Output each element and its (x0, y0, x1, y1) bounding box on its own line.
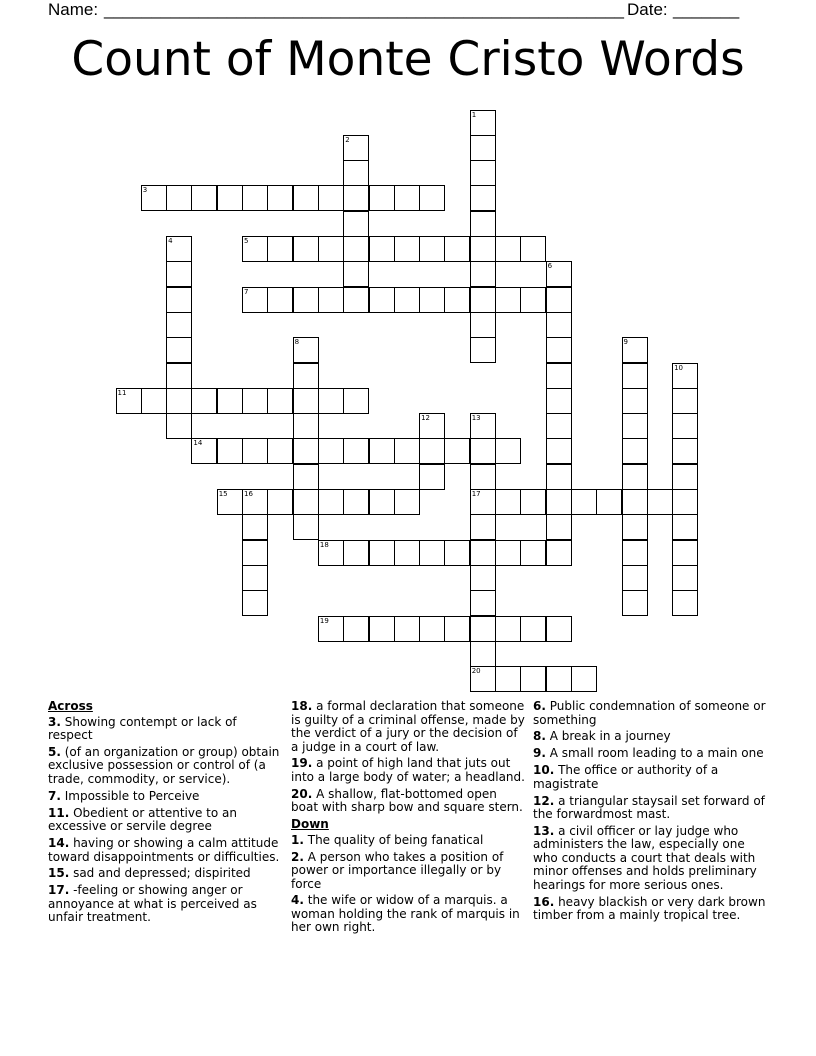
grid-cell[interactable] (622, 565, 648, 591)
clue-number: 20. (291, 786, 313, 801)
grid-cell[interactable] (546, 363, 572, 389)
grid-cell[interactable] (419, 413, 445, 439)
grid-cell[interactable] (242, 514, 268, 540)
grid-cell[interactable] (546, 312, 572, 338)
grid-cell[interactable] (394, 438, 420, 464)
grid-cell[interactable] (318, 236, 344, 262)
grid-cell[interactable] (242, 565, 268, 591)
clue-item (533, 896, 773, 923)
grid-cell[interactable] (520, 287, 546, 313)
grid-cell[interactable] (672, 590, 698, 616)
grid-cell[interactable] (318, 489, 344, 515)
grid-cell[interactable] (318, 185, 344, 211)
grid-cell[interactable] (166, 261, 192, 287)
grid-cell[interactable] (672, 540, 698, 566)
grid-cell[interactable] (369, 616, 395, 642)
grid-cell[interactable] (293, 489, 319, 515)
grid-cell[interactable] (622, 590, 648, 616)
clue-text: (of an organization or group) obtain exclusive possession or control of (a trade, commodity, or service). (48, 744, 280, 786)
grid-cell[interactable] (166, 236, 192, 262)
grid-cell[interactable] (343, 211, 369, 237)
grid-cell[interactable] (242, 489, 268, 515)
clue-text: sad and depressed; dispirited (69, 866, 251, 881)
clue-item (291, 851, 527, 892)
grid-cell[interactable] (242, 388, 268, 414)
clue-number: 2. (291, 849, 304, 864)
grid-cell[interactable] (166, 413, 192, 439)
grid-cell[interactable] (672, 565, 698, 591)
cell-number: 19 (319, 616, 329, 625)
grid-cell[interactable] (343, 438, 369, 464)
grid-cell[interactable] (520, 489, 546, 515)
cell-number: 1 (471, 110, 477, 119)
grid-cell[interactable] (217, 185, 243, 211)
grid-cell[interactable] (672, 464, 698, 490)
grid-cell[interactable] (546, 666, 572, 692)
clue-number: 11. (48, 805, 70, 820)
grid-cell[interactable] (495, 540, 521, 566)
clue-number: 12. (533, 793, 555, 808)
grid-cell[interactable] (166, 185, 192, 211)
grid-cell[interactable] (343, 489, 369, 515)
clue-number: 19. (291, 756, 313, 771)
grid-cell[interactable] (470, 666, 496, 692)
clue-text: heavy blackish or very dark brown timber from a mainly tropical tree. (533, 894, 766, 923)
grid-cell[interactable] (217, 388, 243, 414)
grid-cell[interactable] (520, 236, 546, 262)
cell-number: 6 (547, 262, 553, 271)
grid-cell[interactable] (419, 540, 445, 566)
cell-number: 4 (168, 237, 173, 245)
grid-cell[interactable] (470, 287, 496, 313)
clue-text: Public condemnation of someone or something (533, 699, 766, 727)
page-title: Count of Monte Cristo Words (71, 32, 745, 87)
header (48, 0, 748, 20)
grid-cell[interactable] (293, 363, 319, 389)
grid-cell[interactable] (191, 185, 217, 211)
grid-cell[interactable] (470, 185, 496, 211)
grid-cell[interactable] (267, 236, 293, 262)
grid-cell[interactable] (444, 287, 470, 313)
grid-cell[interactable] (520, 540, 546, 566)
clue-number: 17. (48, 883, 70, 898)
grid-cell[interactable] (470, 464, 496, 490)
down-heading: Down (291, 817, 329, 832)
grid-cell[interactable] (546, 514, 572, 540)
clue-number: 9. (533, 746, 546, 761)
grid-cell[interactable] (470, 540, 496, 566)
cell-number: 16 (244, 490, 253, 498)
clue-text: a formal declaration that someone is guilty of a criminal offense, made by the verdict of a jury or the decision of a judge in a court of law. (291, 699, 525, 754)
grid-cell[interactable] (369, 236, 395, 262)
grid-cell[interactable] (647, 489, 673, 515)
grid-cell[interactable] (470, 236, 496, 262)
grid-cell[interactable] (546, 287, 572, 313)
grid-cell[interactable] (672, 413, 698, 439)
grid-cell[interactable] (546, 616, 572, 642)
clue-item (533, 700, 773, 727)
grid-cell[interactable] (622, 363, 648, 389)
grid-cell[interactable] (419, 438, 445, 464)
grid-cell[interactable] (141, 388, 167, 414)
grid-cell[interactable] (672, 514, 698, 540)
grid-cell[interactable] (166, 312, 192, 338)
clue-item (533, 747, 773, 761)
grid-cell[interactable] (546, 261, 572, 287)
grid-cell[interactable] (546, 413, 572, 439)
grid-cell[interactable] (672, 363, 698, 389)
grid-cell[interactable] (343, 540, 369, 566)
grid-cell[interactable] (470, 211, 496, 237)
grid-cell[interactable] (470, 110, 496, 136)
clue-text: the wife or widow of a marquis. a woman holding the rank of marquis in her own right. (291, 893, 520, 935)
grid-cell[interactable] (242, 438, 268, 464)
grid-cell[interactable] (470, 565, 496, 591)
grid-cell[interactable] (672, 388, 698, 414)
grid-cell[interactable] (444, 438, 470, 464)
grid-cell[interactable] (495, 438, 521, 464)
grid-cell[interactable] (318, 438, 344, 464)
clue-item (533, 730, 773, 744)
grid-cell[interactable] (495, 236, 521, 262)
clue-text: The quality of being fanatical (303, 832, 484, 847)
grid-cell[interactable] (267, 388, 293, 414)
grid-cell[interactable] (419, 616, 445, 642)
date-blank[interactable]: _______ (673, 0, 740, 19)
grid-cell[interactable] (293, 287, 319, 313)
clue-number: 3. (48, 714, 61, 729)
grid-cell[interactable] (369, 489, 395, 515)
grid-cell[interactable] (672, 489, 698, 515)
clues-column-2 (291, 700, 527, 938)
cell-number: 13 (471, 414, 481, 423)
grid-cell[interactable] (343, 160, 369, 186)
grid-cell[interactable] (470, 641, 496, 667)
grid-cell[interactable] (267, 438, 293, 464)
grid-cell[interactable] (293, 236, 319, 262)
grid-cell[interactable] (293, 438, 319, 464)
cell-number: 17 (471, 490, 481, 498)
grid-cell[interactable] (596, 489, 622, 515)
grid-cell[interactable] (242, 540, 268, 566)
grid-cell[interactable] (166, 337, 192, 363)
grid-cell[interactable] (242, 590, 268, 616)
grid-cell[interactable] (571, 489, 597, 515)
grid-cell[interactable] (495, 489, 521, 515)
grid-cell[interactable] (470, 489, 496, 515)
grid-cell[interactable] (622, 438, 648, 464)
clue-item (533, 795, 773, 822)
grid-cell[interactable] (394, 616, 420, 642)
grid-cell[interactable] (318, 540, 344, 566)
cell-number: 10 (674, 363, 684, 372)
grid-cell[interactable] (470, 616, 496, 642)
date-label: Date: (627, 0, 668, 19)
grid-cell[interactable] (470, 438, 496, 464)
grid-cell[interactable] (166, 388, 192, 414)
grid-cell[interactable] (293, 388, 319, 414)
clue-number: 16. (533, 894, 555, 909)
clues-column-1 (48, 700, 283, 928)
grid-cell[interactable] (622, 337, 648, 363)
grid-cell[interactable] (394, 236, 420, 262)
grid-cell[interactable] (419, 185, 445, 211)
cell-number: 20 (471, 667, 481, 676)
cell-number: 2 (345, 135, 350, 144)
clue-text: A small room leading to a main one (545, 746, 764, 761)
grid-cell[interactable] (622, 489, 648, 515)
grid-cell[interactable] (495, 287, 521, 313)
grid-cell[interactable] (470, 514, 496, 540)
grid-cell[interactable] (470, 160, 496, 186)
clue-number: 6. (533, 699, 546, 713)
grid-cell[interactable] (394, 185, 420, 211)
grid-cell[interactable] (217, 489, 243, 515)
name-label: Name: (48, 0, 99, 19)
grid-cell[interactable] (343, 135, 369, 161)
grid-cell[interactable] (470, 261, 496, 287)
grid-cell[interactable] (267, 287, 293, 313)
grid-cell[interactable] (444, 616, 470, 642)
clue-item (533, 764, 773, 791)
grid-cell[interactable] (293, 464, 319, 490)
clue-item (291, 834, 527, 848)
across-heading: Across (48, 699, 93, 713)
grid-cell[interactable] (141, 185, 167, 211)
clue-number: 4. (291, 893, 304, 908)
grid-cell[interactable] (622, 514, 648, 540)
clue-number: 15. (48, 866, 70, 881)
grid-cell[interactable] (369, 185, 395, 211)
grid-cell[interactable] (369, 540, 395, 566)
grid-cell[interactable] (369, 287, 395, 313)
cell-number: 12 (421, 414, 431, 423)
grid-cell[interactable] (444, 236, 470, 262)
clue-number: 13. (533, 823, 555, 838)
grid-cell[interactable] (293, 514, 319, 540)
grid-cell[interactable] (546, 540, 572, 566)
cell-number: 9 (623, 338, 628, 347)
clue-item (48, 837, 283, 864)
clue-text: A shallow, flat-bottomed open boat with sharp bow and square stern. (291, 786, 523, 815)
grid-cell[interactable] (419, 236, 445, 262)
grid-cell[interactable] (394, 287, 420, 313)
clue-text: having or showing a calm attitude toward disappointments or difficulties. (48, 836, 280, 864)
grid-cell[interactable] (546, 464, 572, 490)
name-blank[interactable]: _______________________________________________________ (104, 0, 625, 19)
grid-cell[interactable] (318, 287, 344, 313)
clue-number: 10. (533, 763, 555, 778)
clue-item (48, 884, 283, 925)
grid-cell[interactable] (343, 388, 369, 414)
grid-cell[interactable] (495, 666, 521, 692)
grid-cell[interactable] (191, 438, 217, 464)
grid-cell[interactable] (293, 413, 319, 439)
clue-item (48, 746, 283, 787)
grid-cell[interactable] (343, 236, 369, 262)
grid-cell[interactable] (546, 388, 572, 414)
grid-cell[interactable] (622, 540, 648, 566)
grid-cell[interactable] (343, 616, 369, 642)
cell-number: 7 (244, 287, 249, 296)
clue-text: The office or authority of a magistrate (533, 763, 719, 791)
grid-cell[interactable] (343, 261, 369, 287)
clue-text: Obedient or attentive to an excessive or servile degree (48, 805, 237, 834)
clue-item (48, 716, 283, 743)
clue-item (48, 867, 283, 881)
grid-cell[interactable] (242, 185, 268, 211)
cell-number: 5 (244, 237, 249, 245)
clue-number: 7. (48, 788, 61, 803)
grid-cell[interactable] (622, 388, 648, 414)
grid-cell[interactable] (571, 666, 597, 692)
grid-cell[interactable] (444, 540, 470, 566)
cell-number: 11 (117, 388, 127, 397)
grid-cell[interactable] (267, 185, 293, 211)
grid-cell[interactable] (546, 337, 572, 363)
grid-cell[interactable] (546, 438, 572, 464)
grid-cell[interactable] (267, 489, 293, 515)
grid-cell[interactable] (470, 312, 496, 338)
clue-text: a point of high land that juts out into a large body of water; a headland. (291, 756, 525, 784)
clue-text: Showing contempt or lack of respect (48, 714, 237, 742)
grid-cell[interactable] (116, 388, 142, 414)
clue-item (291, 757, 527, 784)
clue-item (291, 894, 527, 935)
grid-cell[interactable] (419, 287, 445, 313)
clue-number: 14. (48, 836, 70, 851)
grid-cell[interactable] (394, 489, 420, 515)
clue-number: 18. (291, 699, 313, 713)
grid-cell[interactable] (191, 388, 217, 414)
grid-cell[interactable] (470, 135, 496, 161)
clue-text: a civil officer or lay judge who administers the law, especially one who conducts a court that deals with minor offenses and holds preliminary hearings for more serious ones. (533, 823, 757, 892)
grid-cell[interactable] (470, 590, 496, 616)
clue-number: 5. (48, 744, 61, 759)
clue-item (48, 807, 283, 834)
grid-cell[interactable] (293, 185, 319, 211)
grid-cell[interactable] (495, 616, 521, 642)
clue-number: 8. (533, 729, 546, 744)
grid-cell[interactable] (166, 287, 192, 313)
cell-number: 18 (319, 540, 329, 549)
grid-cell[interactable] (470, 337, 496, 363)
grid-cell[interactable] (546, 489, 572, 515)
clue-item (48, 790, 283, 804)
clue-text: a triangular staysail set forward of the forwardmost mast. (533, 793, 765, 822)
grid-cell[interactable] (520, 666, 546, 692)
grid-cell[interactable] (672, 438, 698, 464)
grid-cell[interactable] (343, 287, 369, 313)
grid-cell[interactable] (166, 363, 192, 389)
clue-item (533, 825, 773, 893)
clue-number: 1. (291, 832, 304, 847)
cell-number: 14 (193, 439, 203, 448)
cell-number: 15 (218, 490, 228, 498)
clue-item (291, 700, 527, 754)
grid-cell[interactable] (622, 413, 648, 439)
clue-item (291, 788, 527, 815)
grid-cell[interactable] (318, 388, 344, 414)
grid-cell[interactable] (369, 438, 395, 464)
grid-cell[interactable] (622, 464, 648, 490)
grid-cell[interactable] (293, 337, 319, 363)
grid-cell[interactable] (242, 287, 268, 313)
grid-cell[interactable] (470, 413, 496, 439)
clue-text: -feeling or showing anger or annoyance at what is perceived as unfair treatment. (48, 883, 257, 925)
grid-cell[interactable] (520, 616, 546, 642)
grid-cell[interactable] (394, 540, 420, 566)
grid-cell[interactable] (318, 616, 344, 642)
grid-cell[interactable] (242, 236, 268, 262)
clue-text: Impossible to Perceive (60, 788, 200, 803)
clue-text: A break in a journey (545, 729, 671, 744)
clue-text: A person who takes a position of power or importance illegally or by force (291, 849, 504, 891)
cell-number: 8 (294, 338, 300, 347)
grid-cell[interactable] (217, 438, 243, 464)
grid-cell[interactable] (343, 185, 369, 211)
cell-number: 3 (142, 186, 148, 195)
grid-cell[interactable] (419, 464, 445, 490)
clues-column-3 (533, 700, 773, 926)
